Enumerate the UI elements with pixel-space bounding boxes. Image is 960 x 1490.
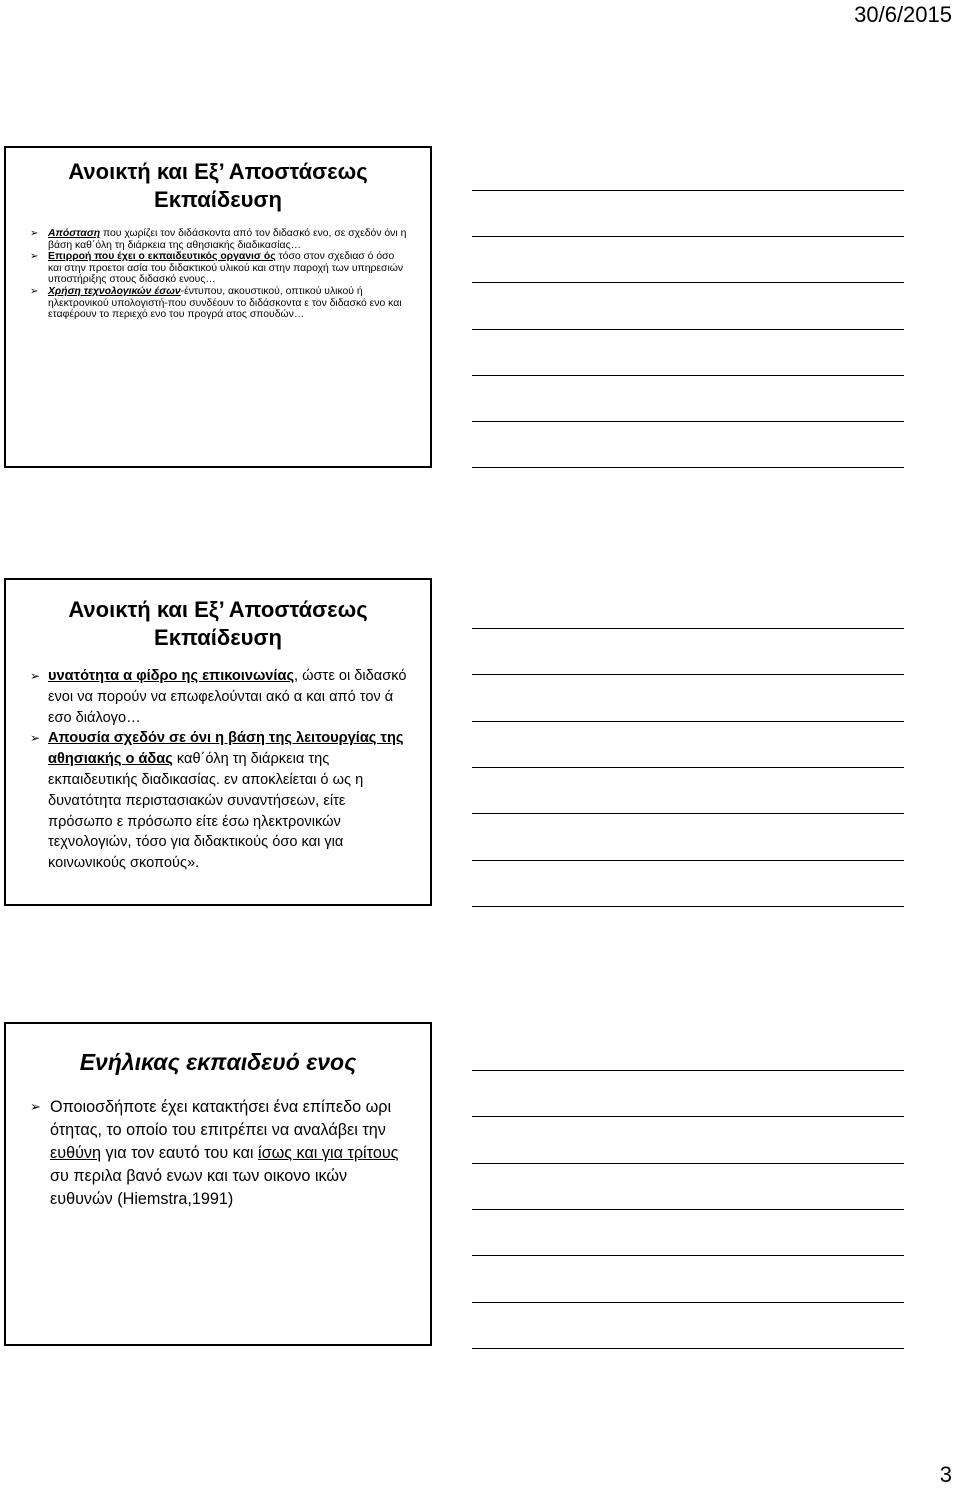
- slide-3-title: Ενήλικας εκπαιδευό ενος: [79, 1049, 357, 1075]
- note-line: [472, 1209, 904, 1210]
- note-line: [472, 282, 904, 283]
- list-item: ➢ Απόσταση που χωρίζει τον διδάσκοντα από τον διδασκό ενο, σε σχεδόν όνι η βάση καθ΄όλη τη διάρκεια της αθησιακής διαδικασίας…: [30, 228, 407, 251]
- arrow-bullet-icon: ➢: [30, 731, 41, 746]
- list-item: ➢ υνατότητα α φίδρο ης επικοινωνίας, ώστε οι διδασκό ενοι να πορούν να επωφελούνται ακό α και από τον ά εσο διάλογο…: [30, 668, 407, 726]
- note-line: [472, 1116, 904, 1117]
- slide-1: [4, 146, 432, 468]
- slide-1-bullets: [30, 228, 410, 321]
- slide-2: [4, 578, 432, 906]
- arrow-bullet-icon: ➢: [30, 1100, 41, 1115]
- note-line: [472, 721, 904, 722]
- slide-2-title: Ανοικτή και Εξ’ Αποστάσεως Εκπαίδευση: [68, 597, 368, 650]
- note-line: [472, 628, 904, 629]
- note-line: [472, 674, 904, 675]
- note-line: [472, 375, 904, 376]
- list-item: ➢ Οποιοσδήποτε έχει κατακτήσει ένα επίπεδο ωρι ότητας, το οποίο του επιτρέπει να αναλάβει την ευθύνη για τον εαυτό του και ίσως και για τρίτους συ περιλα βανό ενων και των οικονο ικών ευθυνών (Hiemstra,1991): [30, 1098, 399, 1208]
- slide-2-bullets: [30, 666, 414, 874]
- note-line: [472, 421, 904, 422]
- note-line: [472, 329, 904, 330]
- arrow-bullet-icon: ➢: [30, 285, 39, 297]
- slide-3-bullets: [30, 1096, 414, 1211]
- page-number: 3: [939, 1462, 952, 1487]
- slide-3: [4, 1022, 432, 1346]
- note-line: [472, 1070, 904, 1071]
- arrow-bullet-icon: ➢: [30, 251, 39, 263]
- list-item: ➢ Χρήση τεχνολογικών έσων-έντυπου, ακουστικού, οπτικού υλικού ή ηλεκτρονικού υπολογιστή-που συνδέουν το διδάσκοντα ε τον διδασκό ενο και εταφέρουν το περιεχό ενο του προγρά ατος σπουδών…: [30, 285, 402, 321]
- list-item: ➢ Επιρροή που έχει ο εκπαιδευτικός οργανισ ός τόσο στον σχεδιασ ό όσο και στην προετοι ασία του διδακτικού υλικού και στην παροχή των υπηρεσιών υποστήριξης στους διδασκό ενους…: [30, 251, 404, 286]
- note-line: [472, 467, 904, 468]
- note-line: [472, 236, 904, 237]
- page-date: 30/6/2015: [854, 2, 952, 27]
- note-line: [472, 767, 904, 768]
- note-line: [472, 1302, 904, 1303]
- slide-1-title: Ανοικτή και Εξ’ Αποστάσεως Εκπαίδευση: [68, 159, 368, 212]
- arrow-bullet-icon: ➢: [30, 228, 39, 239]
- arrow-bullet-icon: ➢: [30, 669, 41, 683]
- note-line: [472, 1255, 904, 1256]
- note-line: [472, 1163, 904, 1164]
- note-line: [472, 906, 904, 907]
- note-line: [472, 860, 904, 861]
- note-line: [472, 1348, 904, 1349]
- list-item: ➢ Απουσία σχεδόν σε όνι η βάση της λειτουργίας της αθησιακής ο άδας καθ΄όλη τη διάρκεια της εκπαιδευτικής διαδικασίας. εν αποκλείεται ό ως η δυνατότητα περιστασιακών συναντήσεων, είτε πρόσωπο ε πρόσωπο είτε έσω ηλεκτρονικών τεχνολογιών, τόσο για διδακτικούς όσο και για κοινωνικούς σκοπούς».: [30, 730, 404, 872]
- note-line: [472, 190, 904, 191]
- note-line: [472, 813, 904, 814]
